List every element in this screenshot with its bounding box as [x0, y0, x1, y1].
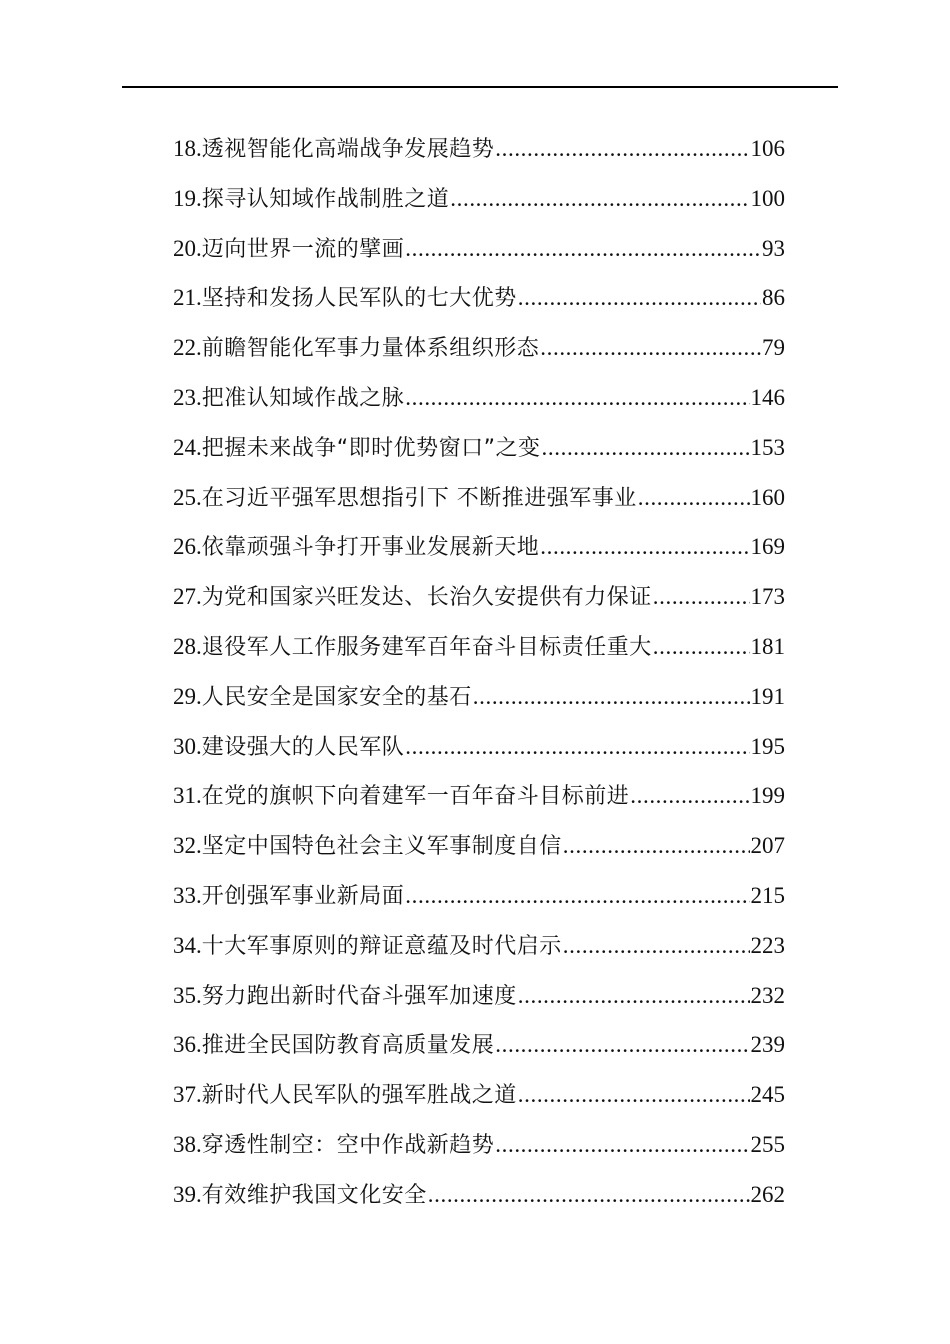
toc-dot-leader [428, 1174, 750, 1216]
toc-entry-page: 160 [750, 484, 785, 510]
toc-entry-page: 100 [750, 185, 785, 211]
toc-entry-page: 223 [750, 932, 785, 958]
toc-entry-number: 19. [173, 185, 202, 211]
toc-dot-leader [540, 327, 761, 369]
toc-entry-page: 199 [750, 783, 785, 809]
toc-entry-number: 34. [173, 932, 202, 958]
toc-entry-page: 86 [762, 285, 785, 311]
toc-entry-page: 169 [750, 534, 785, 560]
toc-entry[interactable] [173, 775, 785, 825]
toc-entry-page: 79 [762, 335, 785, 361]
toc-entry-number: 37. [173, 1082, 202, 1108]
toc-entry-number: 32. [173, 833, 202, 859]
toc-entry-title: 建设强大的人民军队 [201, 734, 405, 760]
toc-entry-title: 在习近平强军思想指引下 不断推进强军事业 [201, 485, 637, 511]
toc-entry-number: 30. [173, 733, 202, 759]
toc-entry-page: 262 [750, 1181, 785, 1207]
toc-entry-page: 173 [750, 584, 785, 610]
toc-entry-title: 人民安全是国家安全的基石 [201, 684, 472, 710]
toc-entry[interactable] [173, 676, 785, 726]
toc-entry-number: 22. [173, 335, 202, 361]
toc-entry[interactable] [173, 477, 785, 527]
toc-entry-number: 27. [173, 584, 202, 610]
toc-entry-number: 31. [173, 783, 202, 809]
toc-entry[interactable] [173, 377, 785, 427]
toc-entry-number: 28. [173, 633, 202, 659]
toc-entry[interactable] [173, 825, 785, 875]
toc-dot-leader [405, 228, 761, 270]
toc-entry-title: 十大军事原则的辩证意蕴及时代启示 [201, 933, 562, 959]
toc-entry-title: 为党和国家兴旺发达、长治久安提供有力保证 [201, 585, 652, 611]
toc-dot-leader [518, 277, 761, 319]
toc-entry-page: 106 [750, 136, 785, 161]
toc-entry-page: 255 [750, 1131, 785, 1157]
toc-entry-page: 207 [750, 833, 785, 859]
toc-entry-title: 在党的旗帜下向着建军一百年奋斗目标前进 [201, 784, 630, 810]
toc-entry-number: 20. [173, 235, 202, 261]
toc-entry-title: 开创强军事业新局面 [201, 883, 405, 909]
toc-entry-page: 153 [750, 434, 785, 460]
toc-dot-leader [653, 626, 750, 668]
toc-entry[interactable] [173, 1024, 785, 1074]
toc-entry-title: 有效维护我国文化安全 [201, 1182, 427, 1208]
toc-entry-title: 把握未来战争“即时优势窗口”之变 [201, 435, 541, 461]
toc-entry-title: 努力跑出新时代奋斗强军加速度 [201, 983, 517, 1009]
toc-dot-leader [495, 1024, 749, 1066]
toc-entry-page: 93 [762, 235, 785, 261]
toc-entry-page: 232 [750, 982, 785, 1008]
toc-entry-page: 191 [750, 683, 785, 709]
toc-entry-title: 依靠顽强斗争打开事业发展新天地 [201, 535, 540, 561]
toc-entry-page: 245 [750, 1082, 785, 1108]
toc-entry[interactable] [173, 975, 785, 1025]
toc-dot-leader [450, 178, 749, 220]
toc-entry-title: 迈向世界一流的擘画 [201, 236, 405, 262]
toc-entry[interactable] [173, 277, 785, 327]
toc-entry-number: 35. [173, 982, 202, 1008]
table-of-contents [173, 128, 785, 1224]
toc-entry-title: 透视智能化高端战争发展趋势 [201, 137, 495, 162]
toc-entry[interactable] [173, 526, 785, 576]
toc-entry-number: 29. [173, 683, 202, 709]
toc-dot-leader [495, 128, 749, 170]
toc-dot-leader [405, 726, 749, 768]
toc-dot-leader [638, 477, 750, 519]
toc-entry[interactable] [173, 726, 785, 776]
toc-entry-number: 38. [173, 1131, 202, 1157]
toc-entry-title: 退役军人工作服务建军百年奋斗目标责任重大 [201, 634, 652, 660]
toc-entry[interactable] [173, 1124, 785, 1174]
toc-dot-leader [495, 1124, 749, 1166]
toc-entry-title: 穿透性制空：空中作战新趋势 [201, 1132, 495, 1158]
toc-entry-page: 215 [750, 882, 785, 908]
toc-dot-leader [653, 576, 750, 618]
toc-dot-leader [563, 925, 750, 967]
header-rule [122, 86, 838, 88]
toc-entry[interactable] [173, 178, 785, 228]
toc-entry-title: 坚持和发扬人民军队的七大优势 [201, 286, 517, 312]
toc-entry-number: 18. [173, 136, 202, 161]
toc-dot-leader [540, 526, 749, 568]
toc-entry[interactable] [173, 875, 785, 925]
toc-entry-page: 239 [750, 1032, 785, 1058]
toc-entry-number: 23. [173, 384, 202, 410]
toc-dot-leader [563, 825, 750, 867]
toc-entry-number: 21. [173, 285, 202, 311]
toc-entry-page: 181 [750, 633, 785, 659]
toc-dot-leader [630, 775, 749, 817]
toc-entry[interactable] [173, 228, 785, 278]
toc-entry-title: 前瞻智能化军事力量体系组织形态 [201, 336, 540, 362]
toc-entry[interactable] [173, 128, 785, 178]
toc-entry-title: 坚定中国特色社会主义军事制度自信 [201, 834, 562, 860]
toc-entry-title: 把准认知域作战之脉 [201, 385, 405, 411]
toc-dot-leader [518, 1074, 750, 1116]
toc-entry[interactable] [173, 626, 785, 676]
toc-entry-title: 探寻认知域作战制胜之道 [201, 186, 450, 212]
toc-entry-number: 24. [173, 434, 202, 460]
toc-entry-title: 新时代人民军队的强军胜战之道 [201, 1083, 517, 1109]
toc-entry[interactable] [173, 925, 785, 975]
toc-entry-number: 26. [173, 534, 202, 560]
toc-entry[interactable] [173, 1174, 785, 1224]
toc-entry-number: 39. [173, 1181, 202, 1207]
toc-entry[interactable] [173, 427, 785, 477]
toc-dot-leader [405, 875, 749, 917]
toc-entry-number: 25. [173, 484, 202, 510]
toc-entry-page: 195 [750, 733, 785, 759]
toc-entry-number: 33. [173, 882, 202, 908]
toc-dot-leader [473, 676, 750, 718]
toc-entry[interactable] [173, 327, 785, 377]
toc-entry[interactable] [173, 576, 785, 626]
toc-dot-leader [518, 975, 750, 1017]
toc-entry[interactable] [173, 1074, 785, 1124]
toc-entry-number: 36. [173, 1032, 202, 1058]
toc-dot-leader [542, 427, 750, 469]
toc-entry-page: 146 [750, 384, 785, 410]
toc-dot-leader [405, 377, 749, 419]
toc-entry-title: 推进全民国防教育高质量发展 [201, 1033, 495, 1059]
